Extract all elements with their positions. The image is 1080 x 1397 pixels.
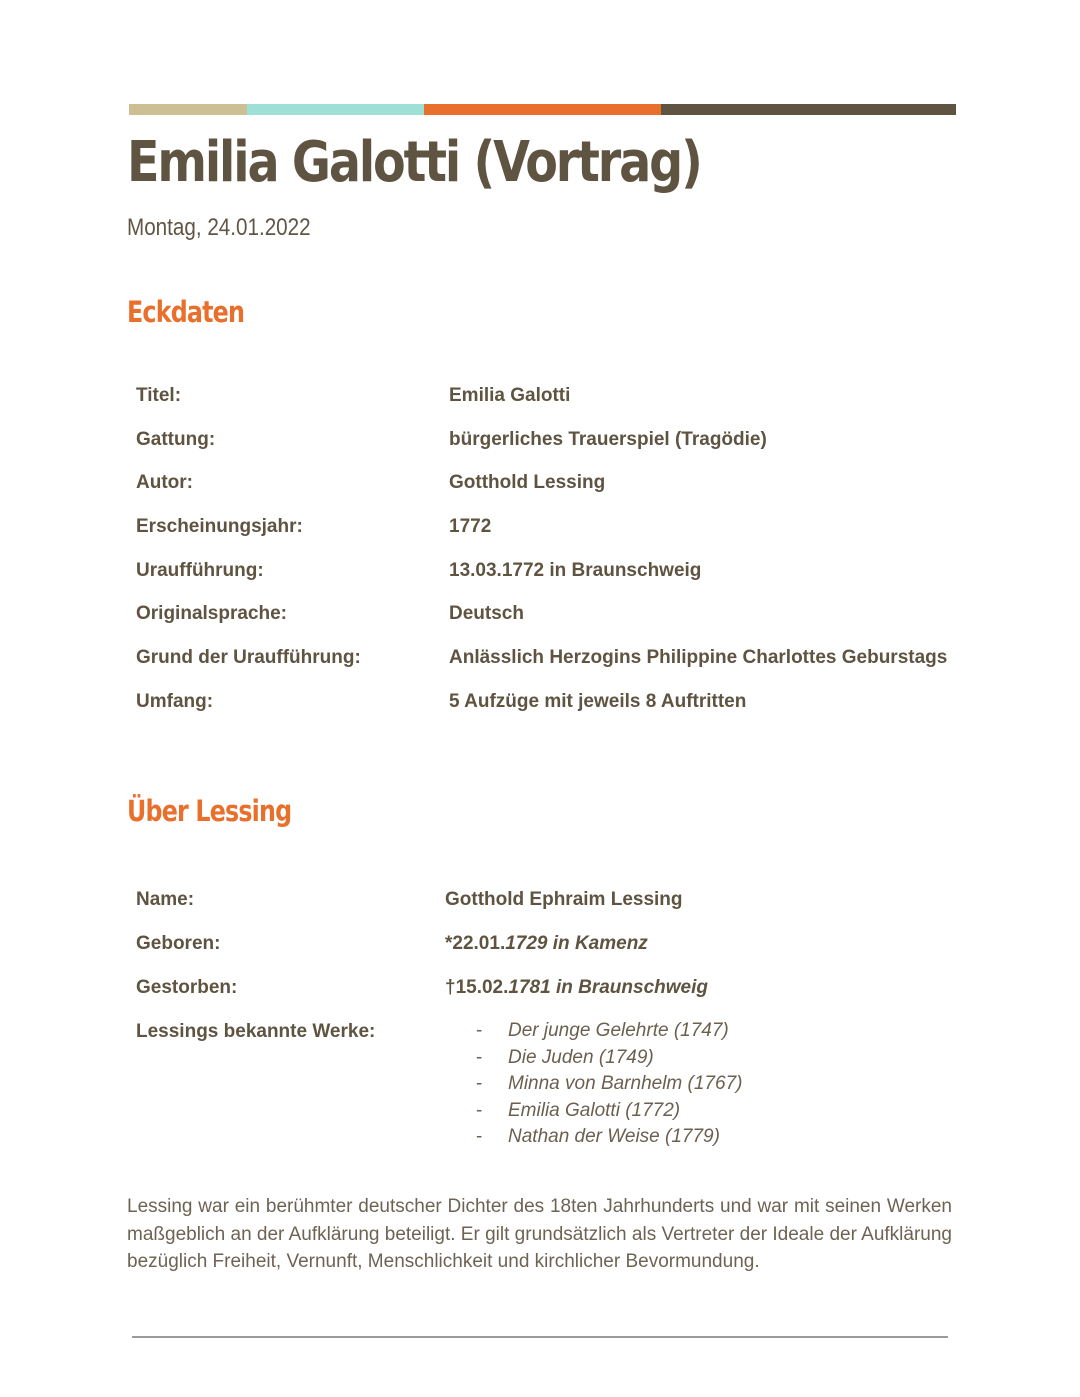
eckdaten-row	[136, 516, 492, 538]
work-title: Emilia Galotti (1772)	[508, 1099, 681, 1121]
row-value: Deutsch	[449, 603, 524, 624]
eckdaten-row	[136, 385, 571, 407]
lessing-row-died	[136, 977, 708, 999]
eckdaten-row	[136, 691, 747, 713]
lessing-paragraph: Lessing war ein berühmter deutscher Dichter des 18ten Jahrhunderts und war mit seinen Werken maßgeblich an der Aufklärung beteiligt. Er gilt grundsätzlich als Vertreter der Ideale der Aufklärung bezüglich Freiheit, Vernunft, Menschlichkeit und kirchlicher Bevormundung.	[127, 1196, 952, 1272]
list-item	[476, 1073, 742, 1100]
row-label: Originalsprache:	[136, 603, 287, 624]
row-label: Erscheinungsjahr:	[136, 516, 303, 537]
document-date: Montag, 24.01.2022	[127, 214, 311, 241]
row-value: Gotthold Lessing	[449, 472, 606, 493]
color-bar-segment	[424, 104, 661, 115]
row-value	[445, 977, 708, 999]
work-title: Minna von Barnhelm (1767)	[508, 1073, 743, 1095]
bullet-dash: -	[476, 1099, 483, 1121]
list-item	[476, 1126, 742, 1153]
row-value: Anlässlich Herzogins Philippine Charlottes Geburstags	[449, 647, 948, 668]
bullet-dash: -	[476, 1046, 483, 1068]
row-label: Gestorben:	[136, 977, 238, 998]
eckdaten-row	[136, 603, 524, 625]
bullet-dash: -	[476, 1020, 483, 1041]
bullet-dash: -	[476, 1073, 483, 1095]
died-date-prefix: †15.02.	[445, 977, 509, 998]
eckdaten-row	[136, 429, 767, 451]
row-value: 13.03.1772 in Braunschweig	[449, 560, 702, 581]
row-label: Titel:	[136, 385, 182, 406]
row-label: Autor:	[136, 472, 193, 493]
list-item	[476, 1100, 742, 1127]
footer-divider	[132, 1336, 948, 1338]
works-list	[476, 1020, 742, 1153]
born-date-prefix: *22.01.	[445, 933, 506, 954]
work-title: Die Juden (1749)	[508, 1046, 654, 1068]
row-label: Uraufführung:	[136, 560, 264, 581]
row-label: Name:	[136, 889, 195, 910]
lessing-row-works	[136, 1021, 375, 1043]
row-value: Gotthold Ephraim Lessing	[445, 889, 683, 910]
lessing-row-name	[136, 889, 683, 911]
row-label: Gattung:	[136, 429, 216, 450]
row-value: 5 Aufzüge mit jeweils 8 Auftritten	[449, 691, 747, 712]
lessing-row-born	[136, 933, 648, 955]
born-date-rest: 1729 in Kamenz	[505, 933, 648, 954]
row-label: Lessings bekannte Werke:	[136, 1021, 376, 1042]
list-item	[476, 1047, 742, 1074]
color-bar-segment	[247, 104, 424, 115]
section-heading-lessing: Über Lessing	[127, 794, 292, 828]
page-title: Emilia Galotti (Vortrag)	[127, 130, 701, 195]
color-bar-segment	[661, 104, 956, 115]
header-color-bar	[129, 104, 956, 115]
row-label: Umfang:	[136, 691, 214, 712]
section-heading-eckdaten: Eckdaten	[127, 295, 245, 329]
color-bar-segment	[129, 104, 247, 115]
eckdaten-row	[136, 647, 948, 669]
row-value: Emilia Galotti	[449, 385, 571, 406]
work-title: Der junge Gelehrte (1747)	[508, 1020, 729, 1041]
row-value: 1772	[449, 516, 492, 537]
eckdaten-row	[136, 472, 606, 494]
died-date-rest: 1781 in Braunschweig	[508, 977, 708, 998]
row-value: bürgerliches Trauerspiel (Tragödie)	[449, 429, 767, 450]
bullet-dash: -	[476, 1126, 483, 1148]
work-title: Nathan der Weise (1779)	[508, 1126, 720, 1148]
row-label: Grund der Uraufführung:	[136, 647, 361, 668]
row-value	[445, 933, 648, 955]
eckdaten-row	[136, 560, 702, 582]
list-item	[476, 1020, 742, 1047]
row-label: Geboren:	[136, 933, 221, 954]
